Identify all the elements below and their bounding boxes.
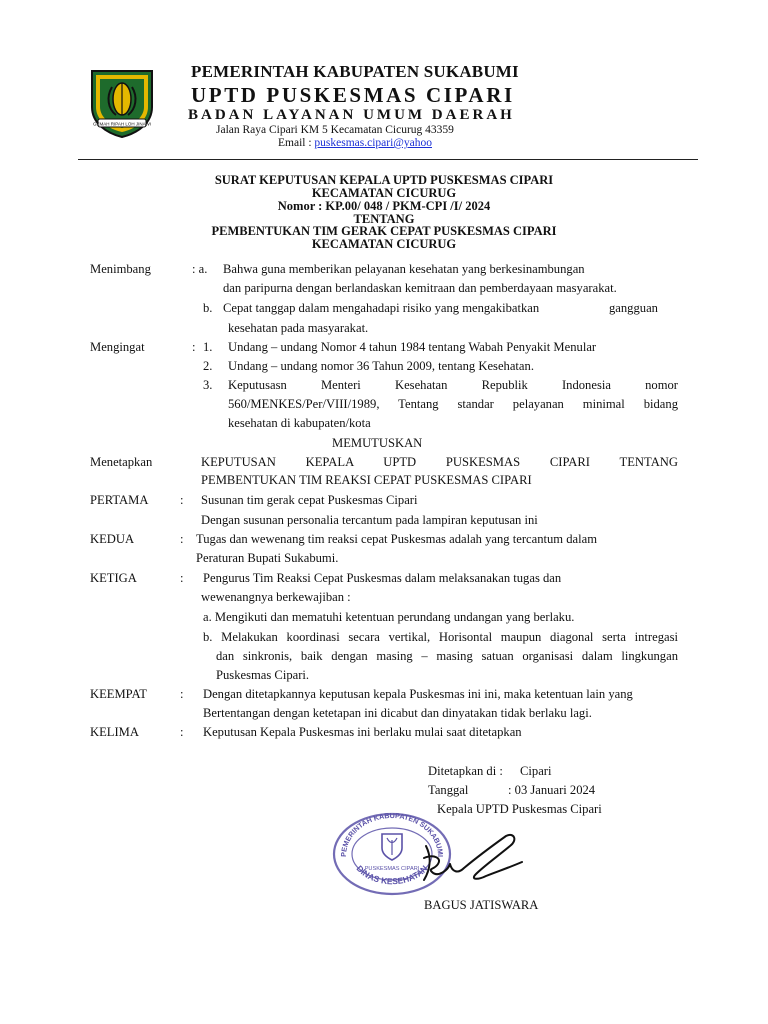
mengingat-3-line1: Keputusasn Menteri Kesehatan Republik Indonesia nomor [228, 378, 678, 392]
pertama-label: PERTAMA [90, 493, 149, 507]
regency-logo [86, 67, 158, 139]
menimbang-a-line2: dan paripurna dengan berlandaskan kemitraan dan pemberdayaan masyarakat. [223, 281, 617, 295]
menimbang-a-marker: : a. [192, 262, 208, 276]
mengingat-1: Undang – undang Nomor 4 tahun 1984 tentang Wabah Penyakit Menular [228, 340, 597, 354]
ketiga-colon: : [180, 571, 184, 585]
signed-place: Cipari [520, 764, 552, 778]
mengingat-3-line3: kesehatan di kabupaten/kota [228, 416, 371, 430]
kedua-line2: Peraturan Bupati Sukabumi. [196, 551, 339, 565]
ketiga-label: KETIGA [90, 571, 137, 585]
decree-title-line1: SURAT KEPUTUSAN KEPALA UPTD PUSKESMAS CIPARI [214, 173, 554, 187]
keempat-line1: Dengan ditetapkannya keputusan kepala Puskesmas ini ini, maka ketentuan lain yang [203, 687, 633, 701]
keempat-line2: Bertentangan dengan ketetapan ini dicabut dan dinyatakan tidak berlaku lagi. [203, 706, 592, 720]
kelima-colon: : [180, 725, 184, 739]
ketiga-b-line2: dan sinkronis, baik dengan masing – masing satuan organisasi dalam lingkungan [216, 649, 678, 663]
menimbang-a-line1: Bahwa guna memberikan pelayanan kesehatan yang berkesinambungan [223, 262, 585, 276]
ketiga-b-line1: b. Melakukan koordinasi secara vertikal, Horisontal maupun diagonal serta intregasi [203, 630, 678, 644]
email-link[interactable]: puskesmas.cipari@yahoo [314, 137, 432, 149]
decree-about: TENTANG [353, 212, 415, 226]
menetapkan-line2: PEMBENTUKAN TIM REAKSI CEPAT PUSKESMAS CIPARI [201, 473, 532, 487]
signed-date: : 03 Januari 2024 [508, 783, 596, 797]
mengingat-1-marker: 1. [203, 340, 213, 354]
email-label: Email : [278, 137, 312, 149]
signed-date-label: Tanggal [428, 783, 469, 797]
stamp-middle-text: PUSKESMAS CIPARI [364, 866, 420, 872]
handwritten-signature [418, 828, 528, 888]
kedua-line1: Tugas dan wewenang tim reaksi cepat Puskesmas adalah yang tercantum dalam [196, 532, 598, 546]
keempat-label: KEEMPAT [90, 687, 147, 701]
menimbang-b-line1-end: gangguan [609, 301, 658, 315]
decree-subject: PEMBENTUKAN TIM GERAK CEPAT PUSKESMAS CIPARI [211, 224, 557, 238]
pertama-colon: : [180, 493, 184, 507]
government-name: PEMERINTAH KABUPATEN SUKABUMI [191, 62, 519, 81]
signer-position: Kepala UPTD Puskesmas Cipari [437, 802, 602, 816]
stamp-top-text: PEMERINTAH KABUPATEN SUKABUMI [338, 810, 446, 858]
decree-title-line2: KECAMATAN CICURUG [311, 186, 457, 200]
ketiga-line1: Pengurus Tim Reaksi Cepat Puskesmas dalam melaksanakan tugas dan [203, 571, 562, 585]
menimbang-b-line1: Cepat tanggap dalam mengahadapi risiko yang mengakibatkan [223, 301, 540, 315]
kedua-colon: : [180, 532, 184, 546]
mengingat-3-marker: 3. [203, 378, 213, 392]
kedua-label: KEDUA [90, 532, 135, 546]
pertama-line2: Dengan susunan personalia tercantum pada lampiran keputusan ini [201, 513, 538, 527]
logo-motto: GEMAH RIPAH LOH JINAWI [92, 121, 152, 127]
menimbang-label: Menimbang [90, 262, 151, 276]
keempat-colon: : [180, 687, 184, 701]
ketiga-a: a. Mengikuti dan mematuhi ketentuan perundang undangan yang berlaku. [203, 610, 575, 624]
menimbang-b-line2: kesehatan pada masyarakat. [228, 321, 369, 335]
memutuskan-heading: MEMUTUSKAN [332, 436, 423, 450]
mengingat-colon: : [192, 340, 196, 354]
mengingat-2-marker: 2. [203, 359, 213, 373]
mengingat-2: Undang – undang nomor 36 Tahun 2009, tentang Kesehatan. [228, 359, 534, 373]
menimbang-b-marker: b. [203, 301, 213, 315]
pertama-line1: Susunan tim gerak cepat Puskesmas Cipari [201, 493, 418, 507]
email-line [278, 137, 432, 149]
signer-name: BAGUS JATISWARA [424, 898, 539, 912]
kelima-label: KELIMA [90, 725, 139, 739]
office-address: Jalan Raya Cipari KM 5 Kecamatan Cicurug 43359 [216, 124, 454, 136]
kelima-line1: Keputusan Kepala Puskesmas ini berlaku mulai saat ditetapkan [203, 725, 522, 739]
ketiga-line2: wewenangnya berkewajiban : [201, 590, 351, 604]
decree-number: Nomor : KP.00/ 048 / PKM-CPI /I/ 2024 [277, 199, 491, 213]
letterhead-divider [78, 159, 698, 160]
signed-place-label: Ditetapkan di : [428, 764, 503, 778]
mengingat-label: Mengingat [90, 340, 145, 354]
office-name: UPTD PUSKESMAS CIPARI [191, 83, 515, 107]
menetapkan-line1: KEPUTUSAN KEPALA UPTD PUSKESMAS CIPARI TENTANG [201, 455, 678, 469]
menetapkan-label: Menetapkan [90, 455, 153, 469]
stamp-bottom-text: DINAS KESEHATAN [354, 863, 430, 887]
decree-subject-district: KECAMATAN CICURUG [311, 237, 457, 251]
ketiga-b-line3: Puskesmas Cipari. [216, 668, 310, 682]
agency-name: BADAN LAYANAN UMUM DAERAH [188, 107, 515, 123]
mengingat-3-line2: 560/MENKES/Per/VIII/1989, Tentang standar pelayanan minimal bidang [228, 397, 678, 411]
